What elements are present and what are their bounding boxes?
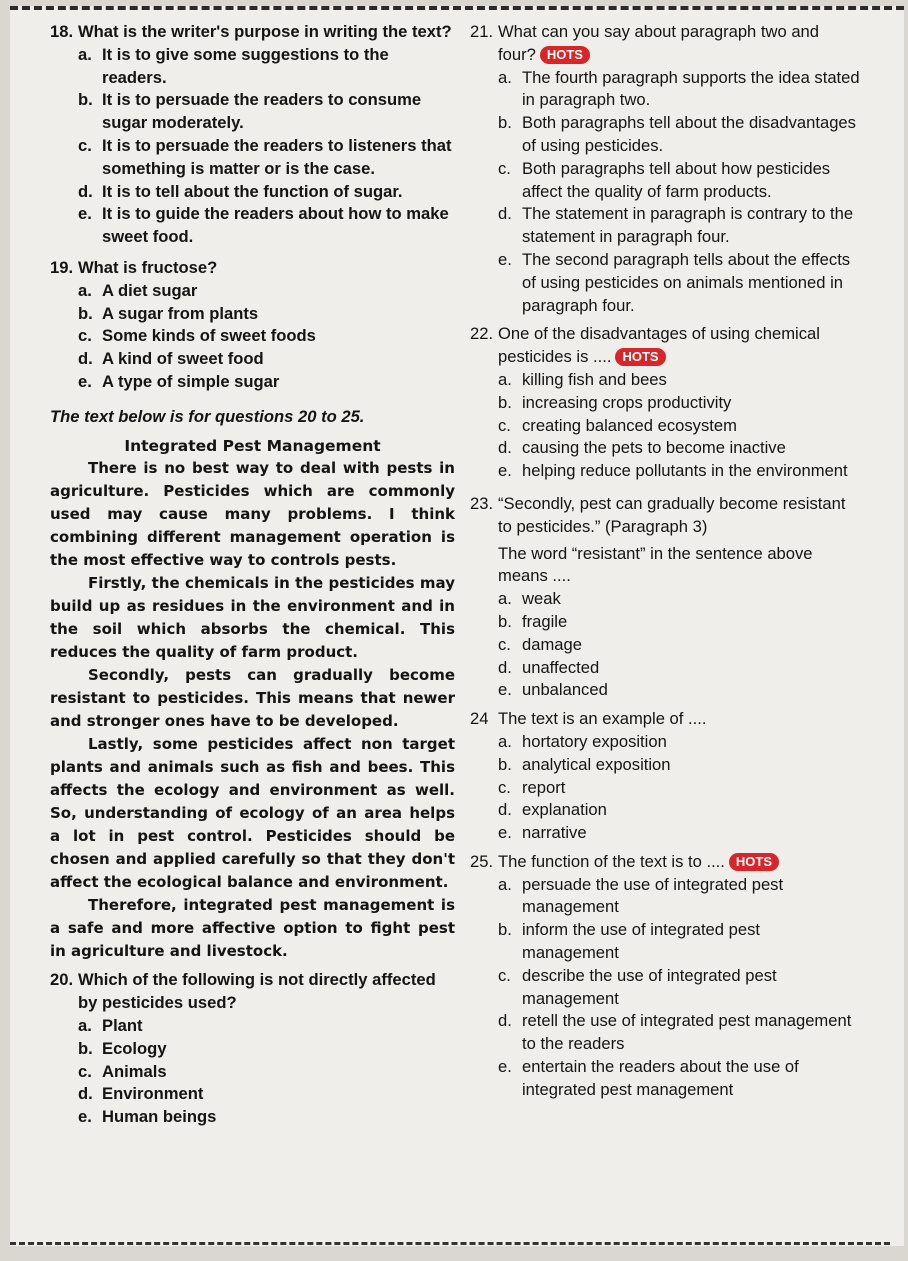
option-text: Some kinds of sweet foods [102,326,316,346]
page-bottom-border [10,1232,890,1245]
option-text: explanation [522,800,607,820]
option-letter: b. [498,611,512,631]
option-text: A kind of sweet food [102,349,264,369]
option-letter: c. [78,135,92,155]
question-number: 22. [470,324,494,344]
passage-paragraph: Lastly, some pesticides affect non target plants and animals such as fish and bees. This affects the ecology and environment as well. So, understanding of ecology of an area helps a lot in pest control. Pesticides should be chosen and applied carefully so that they don't affect the ecological balance and environment. [50,735,455,892]
option-letter: b. [78,303,93,323]
hots-badge: HOTS [540,46,590,64]
option-letter: d. [498,800,512,820]
option[interactable] [78,44,455,90]
option-letter: e. [498,680,512,700]
option[interactable] [78,325,455,348]
option[interactable] [78,203,455,249]
option-letter: c. [498,158,511,178]
option[interactable] [78,1083,455,1106]
option-text: It is to give some suggestions to the readers. [102,44,389,87]
question-text: One of the disadvantages of using chemical pesticides is .... HOTS [498,324,820,367]
option-letter: c. [498,415,511,435]
option[interactable] [498,588,860,611]
question-23-options [498,588,860,702]
option-text: narrative [522,823,587,843]
option-text: damage [522,634,582,654]
option-letter: d. [498,1011,512,1031]
option-text: A type of simple sugar [102,371,280,391]
option[interactable] [78,1061,455,1084]
question-text: The function of the text is to .... HOTS [498,851,860,874]
option[interactable] [498,392,860,415]
option[interactable] [498,799,860,822]
option-text: It is to persuade the readers to listeners that something is matter or is the case. [102,135,452,178]
question-19 [50,257,455,280]
option-letter: e. [78,371,92,391]
option-text: The fourth paragraph supports the idea stated in paragraph two. [522,67,860,110]
option-letter: c. [498,965,511,985]
option-letter: c. [498,777,511,797]
question-number: 21. [470,22,494,41]
question-20-options [78,1015,455,1129]
question-19-options [78,280,455,394]
option-text: helping reduce pollutants in the environment [522,461,848,481]
option-text: Both paragraphs tell about how pesticides affect the quality of farm products. [522,158,831,201]
option[interactable] [498,634,860,657]
option-text: entertain the readers about the use of integrated pest management [522,1057,799,1099]
option-letter: e. [78,204,92,224]
question-number: 19. [50,257,74,277]
option-letter: e. [78,1107,92,1127]
option-letter: b. [78,1038,93,1058]
option-letter: b. [498,920,512,940]
option-text: The second paragraph tells about the effects of using pesticides on animals mentioned in paragraph four. [522,249,851,315]
option[interactable] [498,679,860,702]
option[interactable] [498,731,860,754]
option-text: Both paragraphs tell about the disadvantages of using pesticides. [522,113,856,155]
option-text: Ecology [102,1038,167,1058]
option[interactable] [498,754,860,777]
option-letter: e. [498,461,512,481]
question-text: “Secondly, pest can gradually become resistant to pesticides.” (Paragraph 3) [498,493,846,536]
passage-paragraph: There is no best way to deal with pests in agriculture. Pesticides which are commonly used may cause many problems. I think combining different management operation is the most effective way to controls pests. [50,459,455,570]
option[interactable] [498,919,860,965]
option-letter: a. [498,731,512,751]
option-letter: e. [498,249,512,269]
option-text: unaffected [522,657,600,677]
passage-intro: The text below is for questions 20 to 25. [50,406,365,426]
option-text: hortatory exposition [522,731,667,751]
question-text: What is fructose? [78,257,218,277]
option-letter: a. [498,67,512,87]
option[interactable] [78,1038,455,1061]
option[interactable] [498,203,860,249]
option[interactable] [498,874,860,920]
option-text: retell the use of integrated pest management to the readers [522,1011,852,1054]
option[interactable] [498,158,860,204]
option[interactable] [498,415,860,438]
option-letter: c. [498,634,511,654]
option-text: The statement in paragraph is contrary to the statement in paragraph four. [522,204,854,247]
option-letter: e. [498,823,512,843]
option-text: A sugar from plants [102,303,259,323]
option-letter: d. [498,204,512,224]
option-letter: b. [498,754,512,774]
option[interactable] [498,460,860,483]
option[interactable] [498,1010,860,1056]
option[interactable] [78,89,455,135]
question-22-options [498,369,860,483]
option-letter: d. [498,438,512,458]
left-column [50,18,455,1129]
question-text: The text is an example of .... [498,709,707,729]
option[interactable] [78,135,455,181]
option-text: It is to guide the readers about how to make sweet food. [102,204,449,247]
hots-badge: HOTS [615,348,665,366]
option-letter: a. [78,1015,92,1035]
option-text: analytical exposition [522,754,671,774]
question-24-options [498,731,860,845]
option-letter: b. [78,90,93,110]
question-18 [50,21,455,44]
question-text: Which of the following is not directly affected by pesticides used? [78,970,436,1013]
option-text: Human beings [102,1107,217,1127]
option[interactable] [78,371,455,394]
passage-title: Integrated Pest Management [124,436,381,455]
option[interactable] [498,67,860,113]
option-text: causing the pets to become inactive [522,438,786,458]
option[interactable] [78,280,455,303]
option-letter: a. [498,589,512,609]
question-number: 20. [50,970,74,990]
option[interactable] [498,777,860,800]
option-text: Animals [102,1061,167,1081]
option-text: A diet sugar [102,280,198,300]
option[interactable] [78,348,455,371]
question-25-options [498,874,860,1102]
option[interactable] [498,1056,860,1102]
question-number: 25. [470,851,494,871]
option-letter: a. [78,280,92,300]
question-25 [470,851,860,874]
option-letter: e. [498,1057,512,1077]
question-23-subtext: The word “resistant” in the sentence above means .... [498,543,813,586]
option-text: fragile [522,611,568,631]
option-text: unbalanced [522,680,608,700]
question-21 [470,21,860,67]
option-text: increasing crops productivity [522,392,732,412]
option-letter: c. [78,1061,92,1081]
option[interactable] [498,437,860,460]
option-letter: d. [498,657,512,677]
option-text: describe the use of integrated pest management [522,965,777,1008]
option[interactable] [498,822,860,845]
question-text: What can you say about paragraph two and four? HOTS [498,22,820,64]
option-text: creating balanced ecosystem [522,415,737,435]
option[interactable] [498,965,860,1011]
option[interactable] [78,1015,455,1038]
option-text: weak [522,589,561,609]
option-text: It is to tell about the function of sugar. [102,181,403,201]
question-20 [50,969,455,1015]
passage-paragraph: Secondly, pests can gradually become resistant to pesticides. This means that newer and stronger ones have to be developed. [50,666,455,731]
question-21-options [498,67,860,318]
question-number: 18. [50,22,74,41]
option[interactable] [498,611,860,634]
question-number: 23. [470,493,494,513]
option-letter: a. [498,369,512,389]
option-letter: d. [78,349,93,369]
option-letter: a. [78,44,92,64]
question-22 [470,323,860,369]
option-text: killing fish and bees [522,369,667,389]
option-text: persuade the use of integrated pest management [522,874,784,917]
question-18-options [78,44,455,249]
question-text: What is the writer's purpose in writing the text? [78,22,452,41]
option[interactable] [498,249,860,317]
passage-paragraph: Firstly, the chemicals in the pesticides may build up as residues in the environment and in the soil which absorbs the chemical. This reduces the quality of farm product. [50,574,455,662]
option-letter: a. [498,874,512,894]
option[interactable] [78,1106,455,1129]
option-text: Environment [102,1084,204,1104]
question-24 [470,708,860,731]
option-letter: c. [78,326,92,346]
right-column [470,18,860,1102]
hots-badge: HOTS [729,853,779,871]
option-letter: b. [498,392,512,412]
option-text: Plant [102,1015,143,1035]
question-number: 24 [470,709,489,729]
option-letter: d. [78,181,93,201]
option[interactable] [498,112,860,158]
option[interactable] [78,303,455,326]
question-23 [470,493,860,539]
option-letter: d. [78,1084,93,1104]
passage-paragraph: Therefore, integrated pest management is a safe and more affective option to fight pest in agriculture and livestock. [50,896,455,961]
option-text: report [522,777,566,797]
option[interactable] [78,181,455,204]
option-text: It is to persuade the readers to consume sugar moderately. [102,90,422,133]
option-letter: b. [498,113,512,133]
option-text: inform the use of integrated pest management [522,920,760,963]
option[interactable] [498,657,860,680]
option[interactable] [498,369,860,392]
